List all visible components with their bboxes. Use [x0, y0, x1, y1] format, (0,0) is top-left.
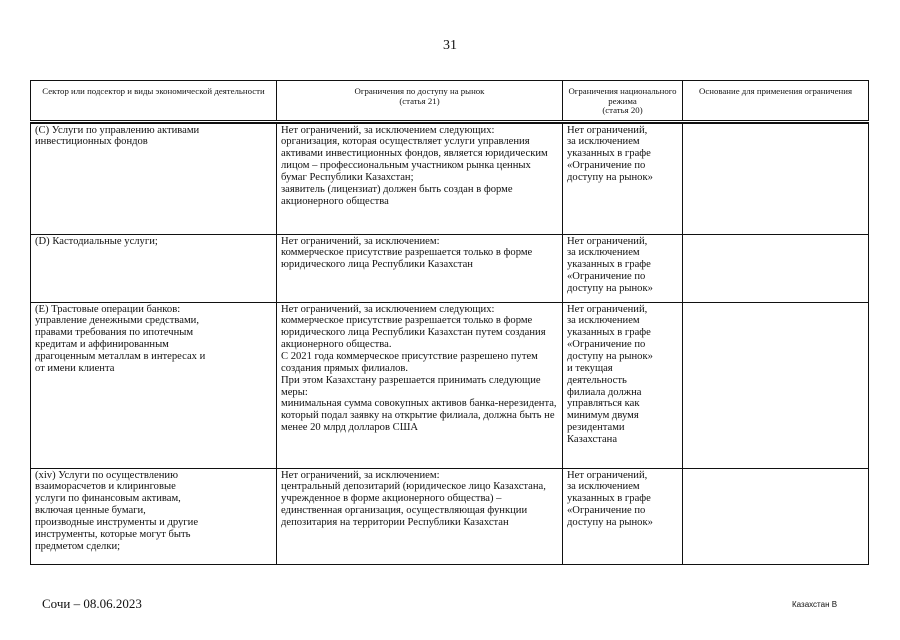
market-access-cell: [277, 468, 563, 564]
header-sector: Сектор или подсектор и виды экономической деятельности: [31, 81, 277, 122]
header-basis: Основание для применения ограничения: [683, 81, 869, 122]
sector-cell: (E) Трастовые операции банков: управление денежными средствами, правами требования по ипотечным кредитам и аффинированным драгоценным металлам в интересах и от имени клиента: [31, 302, 277, 468]
table-row: [31, 302, 869, 468]
market-access-cell: [277, 302, 563, 468]
market-access-line: центральный депозитарий (юридическое лицо Казахстана, учрежденное в форме акционерного общества) – единственная организация, осуществляющая функции депозитария на территории Республики Казахстан: [281, 481, 546, 528]
market-access-line: коммерческое присутствие разрешается только в форме юридического лица Республики Казахстан путем создания акционерного общества.: [281, 315, 546, 351]
market-access-line: Нет ограничений, за исключением следующих:: [281, 303, 495, 315]
sector-cell: (С) Услуги по управлению активами инвестиционных фондов: [31, 123, 277, 234]
market-access-line: заявитель (лицензиат) должен быть создан в форме акционерного общества: [281, 183, 513, 207]
basis-cell: [683, 234, 869, 302]
header-market-access-text: Ограничения по доступу на рынок (статья 21): [354, 86, 485, 106]
footer-country-code: Казахстан В: [792, 600, 838, 609]
market-access-line: С 2021 года коммерческое присутствие разрешено путем создания прямых филиалов.: [281, 350, 538, 374]
page-number: 31: [443, 38, 457, 53]
market-access-line: коммерческое присутствие разрешается только в форме юридического лица Республики Казахстан: [281, 247, 533, 271]
national-treatment-cell: Нет ограничений, за исключением указанных в графе «Ограничение по доступу на рынок»: [563, 468, 683, 564]
market-access-line: Нет ограничений, за исключением:: [281, 235, 440, 247]
market-access-line: минимальная сумма совокупных активов банка-нерезидента, который подал заявку на открытие филиала, должна быть не менее 20 млрд долларов США: [281, 398, 557, 434]
market-access-cell: [277, 234, 563, 302]
table-header-row: [31, 81, 869, 122]
national-treatment-cell: Нет ограничений, за исключением указанных в графе «Ограничение по доступу на рынок»: [563, 234, 683, 302]
table-row: [31, 123, 869, 234]
market-access-line: организация, которая осуществляет услуги управления активами инвестиционных фондов, является юридическим лицом – профессиональным участником рынка ценных бумаг Республики Казахстан;: [281, 136, 548, 183]
header-national-treatment: [563, 81, 683, 122]
header-national-treatment-text: Ограничения национального режима (статья 20): [568, 86, 677, 115]
basis-cell: [683, 123, 869, 234]
basis-cell: [683, 468, 869, 564]
market-access-line: Нет ограничений, за исключением следующих:: [281, 124, 495, 136]
sector-cell: (D) Кастодиальные услуги;: [31, 234, 277, 302]
national-treatment-cell: Нет ограничений, за исключением указанных в графе «Ограничение по доступу на рынок» и текущая деятельность филиала должна управляться как минимум двумя резидентами Казахстана: [563, 302, 683, 468]
market-access-line: Нет ограничений, за исключением:: [281, 469, 440, 481]
table-row: [31, 468, 869, 564]
national-treatment-cell: Нет ограничений, за исключением указанных в графе «Ограничение по доступу на рынок»: [563, 123, 683, 234]
restrictions-table: [30, 80, 869, 565]
footer-place-date: Сочи – 08.06.2023: [42, 596, 142, 611]
basis-cell: [683, 302, 869, 468]
market-access-line: При этом Казахстану разрешается принимать следующие меры:: [281, 374, 541, 398]
market-access-cell: [277, 123, 563, 234]
header-market-access: [277, 81, 563, 122]
sector-cell: (xiv) Услуги по осуществлению взаиморасчетов и клиринговые услуги по финансовым активам, включая ценные бумаги, производные инструменты и другие инструменты, которые могут быть предметом сделки;: [31, 468, 277, 564]
table-row: [31, 234, 869, 302]
